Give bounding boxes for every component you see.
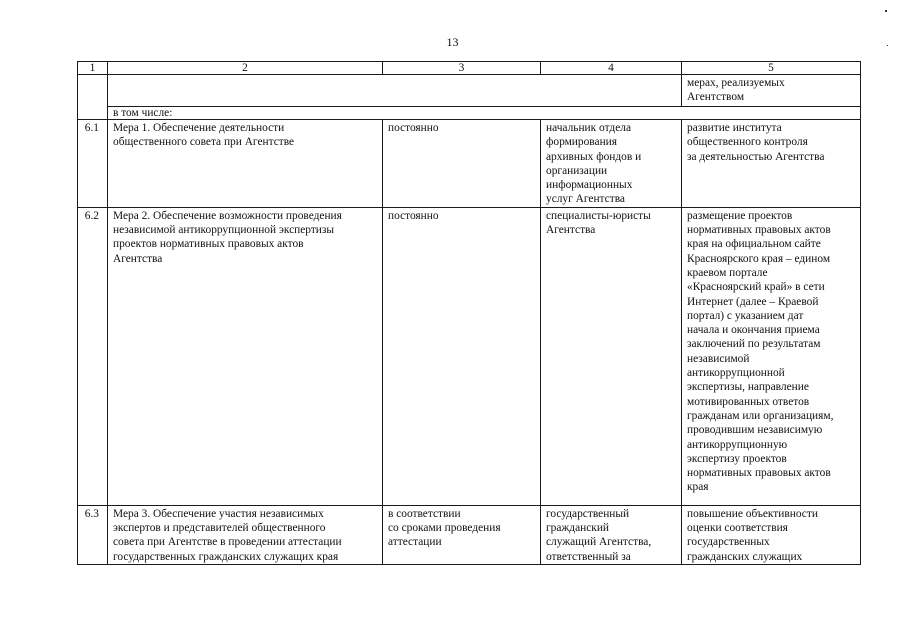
scan-speck xyxy=(887,45,888,46)
header-col-1: 1 xyxy=(78,62,108,75)
row-number: 6.1 xyxy=(78,120,108,208)
continuation-num-cell xyxy=(78,75,108,120)
table-header-row xyxy=(78,62,861,75)
table-row xyxy=(78,505,861,564)
measure-cell: Мера 3. Обеспечение участия независимых экспертов и представителей общественного совета при Агентстве в проведении аттестации государственных гражданских служащих края xyxy=(108,505,383,564)
result-cell: повышение объективности оценки соответствия государственных гражданских служащих xyxy=(682,505,861,564)
header-col-2: 2 xyxy=(108,62,383,75)
measure-cell: Мера 1. Обеспечение деятельности общественного совета при Агентстве xyxy=(108,120,383,208)
scan-speck xyxy=(885,10,887,12)
header-col-5: 5 xyxy=(682,62,861,75)
row-number: 6.3 xyxy=(78,505,108,564)
result-cell: размещение проектов нормативных правовых актов края на официальном сайте Красноярского края – едином краевом портале «Красноярский край» в сети Интернет (далее – Краевой портал) с указанием дат начала и окончания приема заключений по результатам независимой антикоррупционной экспертизы, направление мотивированных ответов гражданам или организациям, проводившим независимую антикоррупционную экспертизу проектов нормативных правовых актов края xyxy=(682,207,861,505)
table-row xyxy=(78,120,861,208)
result-cell: развитие института общественного контроля за деятельностью Агентства xyxy=(682,120,861,208)
measures-table xyxy=(77,61,861,565)
header-col-3: 3 xyxy=(383,62,541,75)
responsible-cell: специалисты-юристы Агентства xyxy=(541,207,682,505)
subheading-text: в том числе: xyxy=(108,107,861,120)
table-row xyxy=(78,207,861,505)
responsible-cell: государственный гражданский служащий Агентства, ответственный за xyxy=(541,505,682,564)
continuation-row xyxy=(78,75,861,107)
term-cell: постоянно xyxy=(383,207,541,505)
row-number: 6.2 xyxy=(78,207,108,505)
responsible-cell: начальник отдела формирования архивных фондов и организации информационных услуг Агентства xyxy=(541,120,682,208)
continuation-blank-cell xyxy=(108,75,682,107)
term-cell: в соответствии со сроками проведения аттестации xyxy=(383,505,541,564)
term-cell: постоянно xyxy=(383,120,541,208)
continuation-text: мерах, реализуемых Агентством xyxy=(682,75,861,107)
page-number: 13 xyxy=(446,35,459,49)
measure-cell: Мера 2. Обеспечение возможности проведения независимой антикоррупционной экспертизы проектов нормативных правовых актов Агентства xyxy=(108,207,383,505)
header-col-4: 4 xyxy=(541,62,682,75)
subheading-row xyxy=(78,107,861,120)
